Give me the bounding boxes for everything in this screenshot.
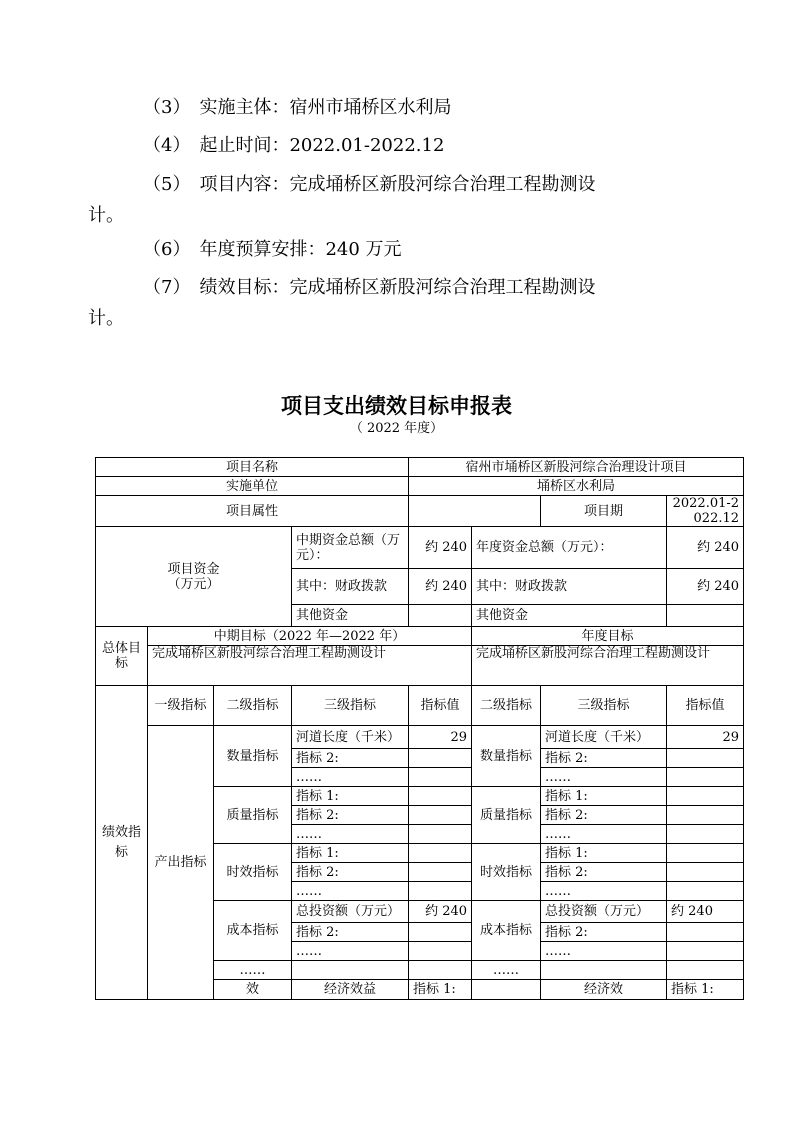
timeliness-dots-right: …… bbox=[541, 882, 667, 901]
quality-ind1-right: 指标 1: bbox=[541, 787, 667, 806]
para-content-line1: （5） 项目内容：完成埇桥区新股河综合治理工程勘测设 bbox=[143, 174, 596, 195]
header-level2-right: 二级指标 bbox=[472, 686, 541, 726]
quantity-dots-right: …… bbox=[541, 768, 667, 787]
mid-total-label: 中期资金总额（万元）： bbox=[292, 527, 409, 569]
quantity-ind2: 指标 2: bbox=[292, 749, 409, 768]
quality-ind1: 指标 1: bbox=[292, 787, 409, 806]
unit-value: 埇桥区水利局 bbox=[409, 477, 744, 496]
quantity-label-right: 数量指标 bbox=[472, 726, 541, 787]
quantity-label: 数量指标 bbox=[214, 726, 292, 787]
table-subtitle: （ 2022 年度） bbox=[349, 421, 444, 436]
timeliness-ind1-value-right bbox=[667, 844, 744, 863]
river-length-label: 河道长度（千米） bbox=[292, 726, 409, 749]
cost-label-right: 成本指标 bbox=[472, 901, 541, 961]
para-goal-line2: 计。 bbox=[88, 308, 124, 329]
quantity-dots-value-right bbox=[667, 768, 744, 787]
quality-dots: …… bbox=[292, 825, 409, 844]
header-value: 指标值 bbox=[409, 686, 472, 726]
economic-ind1-value bbox=[472, 980, 541, 1000]
cost-ind2-right: 指标 2: bbox=[541, 923, 667, 942]
mid-fiscal-label: 其中：财政拨款 bbox=[292, 569, 409, 605]
header-level3: 三级指标 bbox=[292, 686, 409, 726]
quantity-dots: …… bbox=[292, 768, 409, 787]
timeliness-label: 时效指标 bbox=[214, 844, 292, 901]
river-length-label-right: 河道长度（千米） bbox=[541, 726, 667, 749]
output-indicators-label: 产出指标 bbox=[148, 726, 214, 1000]
table-title: 项目支出绩效目标申报表 bbox=[281, 394, 512, 418]
overall-goal-label: 总体目标 bbox=[96, 627, 148, 686]
quality-dots-value bbox=[409, 825, 472, 844]
para-content-line2: 计。 bbox=[88, 205, 124, 226]
economic-ind1: 指标 1: bbox=[409, 980, 472, 1000]
quality-dots-right: …… bbox=[541, 825, 667, 844]
timeliness-ind2-value-right bbox=[667, 863, 744, 882]
mid-other-label: 其他资金 bbox=[292, 605, 409, 627]
quantity-ind2-value bbox=[409, 749, 472, 768]
cost-dots: …… bbox=[292, 942, 409, 961]
fund-label bbox=[96, 527, 292, 627]
investment-label: 总投资额（万元） bbox=[292, 901, 409, 923]
year-other-value bbox=[667, 605, 744, 627]
year-fiscal-label: 其中：财政拨款 bbox=[472, 569, 667, 605]
period-value: 2022.01-2022.12 bbox=[667, 496, 744, 527]
quantity-ind2-right: 指标 2: bbox=[541, 749, 667, 768]
level2-dots: …… bbox=[214, 961, 292, 980]
timeliness-ind2-right: 指标 2: bbox=[541, 863, 667, 882]
economic-label: 经济效益 bbox=[292, 980, 409, 1000]
level2-dots-right: …… bbox=[472, 961, 541, 980]
year-total-value: 约 240 bbox=[667, 527, 744, 569]
attr-label: 项目属性 bbox=[96, 496, 409, 527]
cost-ind2-value-right bbox=[667, 923, 744, 942]
level2-dots-l3-right bbox=[541, 961, 667, 980]
quality-ind2-value bbox=[409, 806, 472, 825]
effect-label: 效 bbox=[214, 980, 292, 1000]
timeliness-ind2-value bbox=[409, 863, 472, 882]
para-budget: （6） 年度预算安排：240 万元 bbox=[143, 239, 402, 260]
timeliness-ind1: 指标 1: bbox=[292, 844, 409, 863]
project-name-label: 项目名称 bbox=[96, 458, 409, 477]
fund-label-line1: 项目资金 bbox=[167, 561, 220, 577]
year-goal-header: 年度目标 bbox=[472, 627, 744, 646]
fund-label-line2: （万元） bbox=[167, 576, 220, 592]
timeliness-label-right: 时效指标 bbox=[472, 844, 541, 901]
economic-ind1-right: 指标 1: bbox=[667, 980, 744, 1000]
timeliness-ind1-right: 指标 1: bbox=[541, 844, 667, 863]
cost-ind2-value bbox=[409, 923, 472, 942]
quality-ind2-right: 指标 2: bbox=[541, 806, 667, 825]
cost-dots-value bbox=[409, 942, 472, 961]
cost-ind2: 指标 2: bbox=[292, 923, 409, 942]
quality-ind2-value-right bbox=[667, 806, 744, 825]
mid-total-value: 约 240 bbox=[409, 527, 472, 569]
cost-label: 成本指标 bbox=[214, 901, 292, 961]
para-period: （4） 起止时间：2022.01-2022.12 bbox=[143, 135, 445, 156]
project-name-value: 宿州市埇桥区新股河综合治理设计项目 bbox=[409, 458, 744, 477]
level2-dots-value bbox=[409, 961, 472, 980]
performance-form-table bbox=[95, 457, 744, 1000]
attr-value bbox=[409, 496, 541, 527]
header-level2: 二级指标 bbox=[214, 686, 292, 726]
cost-dots-right: …… bbox=[541, 942, 667, 961]
quality-label-right: 质量指标 bbox=[472, 787, 541, 844]
mid-other-value bbox=[409, 605, 472, 627]
quality-label: 质量指标 bbox=[214, 787, 292, 844]
investment-value: 约 240 bbox=[409, 901, 472, 923]
performance-indicators-label: 绩效指标 bbox=[96, 686, 148, 1000]
period-label: 项目期 bbox=[541, 496, 667, 527]
mid-fiscal-value: 约 240 bbox=[409, 569, 472, 605]
river-length-value: 29 bbox=[409, 726, 472, 749]
year-total-label: 年度资金总额（万元）： bbox=[472, 527, 667, 569]
cost-dots-value-right bbox=[667, 942, 744, 961]
quality-ind2: 指标 2: bbox=[292, 806, 409, 825]
mid-goal-text: 完成埇桥区新股河综合治理工程勘测设计 bbox=[148, 646, 472, 686]
level2-dots-l3 bbox=[292, 961, 409, 980]
year-other-label: 其他资金 bbox=[472, 605, 667, 627]
river-length-value-right: 29 bbox=[667, 726, 744, 749]
para-goal-line1: （7） 绩效目标：完成埇桥区新股河综合治理工程勘测设 bbox=[143, 277, 596, 298]
timeliness-ind2: 指标 2: bbox=[292, 863, 409, 882]
quality-dots-value-right bbox=[667, 825, 744, 844]
header-value-right: 指标值 bbox=[667, 686, 744, 726]
level2-dots-value-right bbox=[667, 961, 744, 980]
quality-ind1-value-right bbox=[667, 787, 744, 806]
quantity-dots-value bbox=[409, 768, 472, 787]
quantity-ind2-value-right bbox=[667, 749, 744, 768]
economic-label-right: 经济效 bbox=[541, 980, 667, 1000]
quality-ind1-value bbox=[409, 787, 472, 806]
investment-label-right: 总投资额（万元） bbox=[541, 901, 667, 923]
timeliness-dots-value bbox=[409, 882, 472, 901]
mid-goal-header: 中期目标（2022 年—2022 年） bbox=[148, 627, 472, 646]
header-level3-right: 三级指标 bbox=[541, 686, 667, 726]
timeliness-dots-value-right bbox=[667, 882, 744, 901]
year-fiscal-value: 约 240 bbox=[667, 569, 744, 605]
header-level1: 一级指标 bbox=[148, 686, 214, 726]
unit-label: 实施单位 bbox=[96, 477, 409, 496]
timeliness-dots: …… bbox=[292, 882, 409, 901]
para-implementer: （3） 实施主体：宿州市埇桥区水利局 bbox=[143, 97, 452, 118]
timeliness-ind1-value bbox=[409, 844, 472, 863]
year-goal-text: 完成埇桥区新股河综合治理工程勘测设计 bbox=[472, 646, 744, 686]
investment-value-right: 约 240 bbox=[667, 901, 744, 923]
